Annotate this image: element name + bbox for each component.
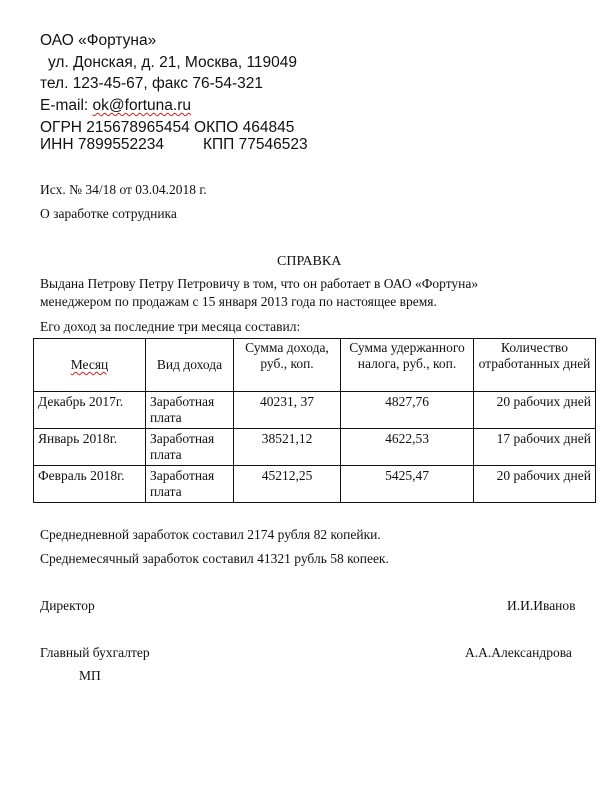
header-income-type: Вид дохода <box>146 339 234 392</box>
table-row <box>34 392 596 429</box>
email-label: E-mail: <box>40 97 93 114</box>
cell-income-type: Заработная плата <box>146 429 234 466</box>
certificate-line-2: менеджером по продажам с 15 января 2013 года по настоящее время. <box>40 294 437 309</box>
stamp-place: МП <box>79 668 101 683</box>
cell-income-amount: 40231, 37 <box>234 392 341 429</box>
header-income-amount: Сумма дохода, руб., коп. <box>234 339 341 392</box>
outgoing-number: Исх. № 34/18 от 03.04.2018 г. <box>40 182 207 197</box>
company-email <box>40 97 191 115</box>
company-name: ОАО «Фортуна» <box>40 32 157 49</box>
cell-tax-amount: 4827,76 <box>341 392 474 429</box>
table-header-row <box>34 339 596 392</box>
certificate-title: СПРАВКА <box>277 254 342 269</box>
cell-month: Январь 2018г. <box>34 429 146 466</box>
accountant-title: Главный бухгалтер <box>40 645 150 660</box>
cell-tax-amount: 4622,53 <box>341 429 474 466</box>
header-days-worked: Количество отработанных дней <box>474 339 596 392</box>
document-subject: О заработке сотрудника <box>40 206 177 221</box>
certificate-line-3: Его доход за последние три месяца составил: <box>40 319 301 334</box>
cell-tax-amount: 5425,47 <box>341 466 474 503</box>
cell-income-amount: 38521,12 <box>234 429 341 466</box>
accountant-name: А.А.Александрова <box>465 645 572 660</box>
director-title: Директор <box>40 598 95 613</box>
table-row <box>34 429 596 466</box>
cell-month: Декабрь 2017г. <box>34 392 146 429</box>
email-link[interactable]: ok@fortuna.ru <box>92 97 191 114</box>
cell-income-amount: 45212,25 <box>234 466 341 503</box>
company-phone: тел. 123-45-67, факс 76-54-321 <box>40 75 264 92</box>
company-kpp: КПП 77546523 <box>203 136 308 153</box>
cell-days-worked: 17 рабочих дней <box>474 429 596 466</box>
income-table <box>33 338 596 503</box>
certificate-line-1: Выдана Петрову Петру Петровичу в том, что он работает в ОАО «Фортуна» <box>40 276 479 291</box>
header-month: Месяц <box>34 339 146 392</box>
cell-month: Февраль 2018г. <box>34 466 146 503</box>
cell-days-worked: 20 рабочих дней <box>474 466 596 503</box>
company-address: ул. Донская, д. 21, Москва, 119049 <box>48 54 298 71</box>
average-monthly-earnings: Среднемесячный заработок составил 41321 рубль 58 копеек. <box>40 551 389 566</box>
company-ogrn: ОГРН 215678965454 ОКПО 464845 <box>40 119 295 136</box>
cell-days-worked: 20 рабочих дней <box>474 392 596 429</box>
header-tax-amount: Сумма удержанного налога, руб., коп. <box>341 339 474 392</box>
director-name: И.И.Иванов <box>507 598 576 613</box>
cell-income-type: Заработная плата <box>146 466 234 503</box>
table-row <box>34 466 596 503</box>
company-inn: ИНН 7899552234 <box>40 136 165 153</box>
cell-income-type: Заработная плата <box>146 392 234 429</box>
average-daily-earnings: Среднедневной заработок составил 2174 рубля 82 копейки. <box>40 527 381 542</box>
